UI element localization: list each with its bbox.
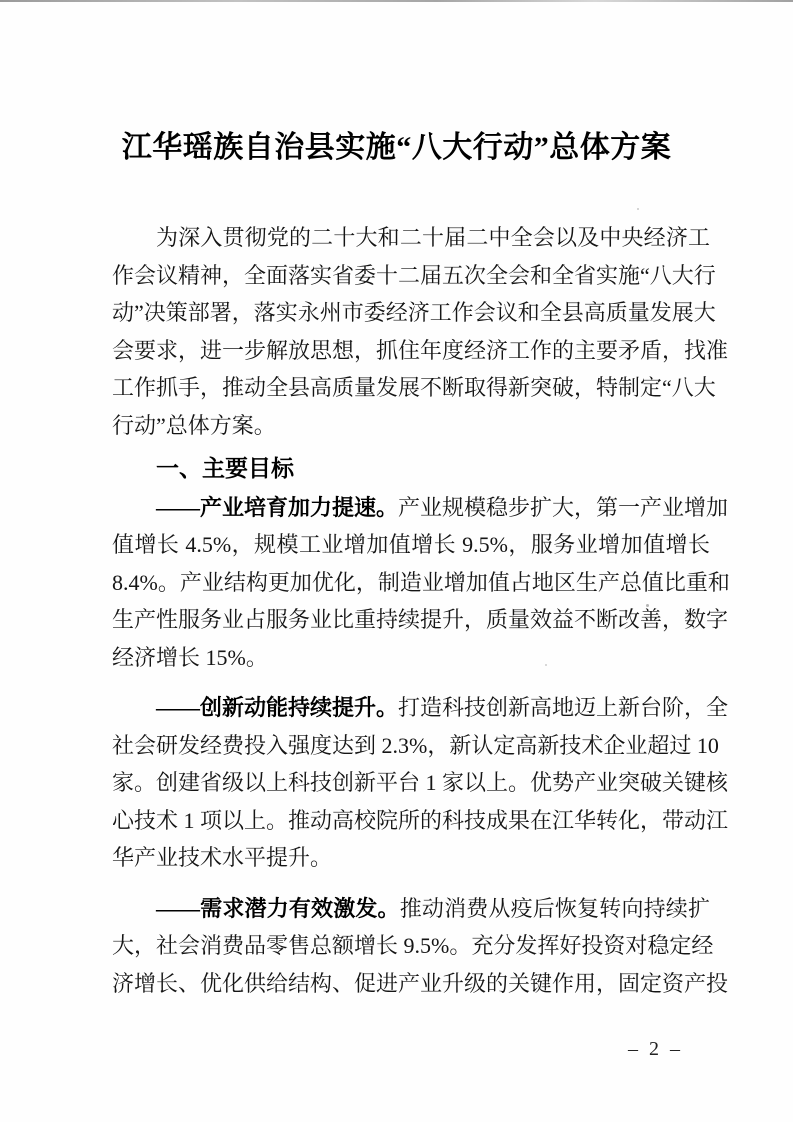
text-line: [112, 407, 710, 445]
line-text: 工作抓手，推动全县高质量发展不断取得新突破，特制定“八大: [112, 375, 716, 400]
line-text: 为深入贯彻党的二十大和二十届二中全会以及中央经济工: [156, 225, 710, 250]
line-text: 经济增长 15%。: [112, 644, 268, 670]
text-line: [112, 927, 714, 965]
text-line: [112, 257, 716, 295]
text-line: [112, 219, 710, 257]
text-line: [112, 802, 729, 840]
line-text: 值增长 4.5%，规模工业增加值增长 9.5%，服务业增加值增长: [112, 532, 710, 557]
scan-speck: [545, 664, 547, 666]
line-text: 社会研发经费投入强度达到 2.3%，新认定高新技术企业超过 10: [112, 732, 719, 758]
line-text: 推动消费从疫后恢复转向持续扩: [399, 895, 710, 921]
line-text: 华产业技术水平提升。: [112, 845, 333, 870]
text-line: [112, 764, 729, 802]
line-text: 一、主要目标: [156, 455, 294, 481]
paragraph-lead-bold: ——需求潜力有效激发。: [156, 895, 400, 921]
text-line: [112, 601, 729, 639]
line-text: 心技术 1 项以上。推动高校院所的科技成果在江华转化，带动江: [112, 807, 729, 833]
line-text: 行动”总体方案。: [112, 412, 276, 438]
text-line: [112, 639, 710, 677]
line-text: 家。创建省级以上科技创新平台 1 家以上。优势产业突破关键核: [112, 770, 729, 795]
page-number: – 2 –: [628, 1038, 683, 1060]
document-body: [112, 219, 730, 1002]
text-line: [112, 564, 730, 602]
line-text: 会要求，进一步解放思想，抓住年度经济工作的主要矛盾，找准: [112, 337, 729, 363]
line-text: 动”决策部署，落实永州市委经济工作会议和全县高质量发展大: [112, 300, 716, 325]
scan-artifact-line: [0, 0, 793, 2]
line-text: 济增长、优化供给结构、促进产业升级的关键作用，固定资产投: [112, 970, 729, 996]
section-heading: [112, 450, 710, 488]
line-text: 作会议精神，全面落实省委十二届五次全会和全省实施“八大行: [112, 262, 716, 288]
line-text: 产业规模稳步扩大，第一产业增加: [398, 494, 729, 520]
text-line: [112, 332, 729, 370]
document-title: 江华瑶族自治县实施“八大行动”总体方案: [121, 131, 672, 164]
scan-speck: [637, 208, 639, 210]
text-line: [112, 689, 729, 727]
line-text: 8.4%。产业结构更加优化，制造业增加值占地区生产总值比重和: [112, 569, 730, 595]
text-line: [112, 489, 729, 527]
line-text: 打造科技创新高地迈上新台阶，全: [398, 695, 729, 720]
text-line: [112, 294, 716, 332]
text-line: [112, 727, 719, 765]
text-line: [112, 839, 710, 877]
line-text: 大，社会消费品零售总额增长 9.5%。充分发挥好投资对稳定经: [112, 933, 714, 958]
text-line: [112, 890, 710, 928]
scan-speck: [646, 604, 649, 607]
paragraph-lead-bold: ——创新动能持续提升。: [156, 695, 399, 720]
text-line: [112, 526, 710, 564]
text-line: [112, 965, 729, 1003]
line-text: 生产性服务业占服务业比重持续提升，质量效益不断改善，数字: [112, 607, 729, 632]
paragraph-lead-bold: ——产业培育加力提速。: [156, 494, 399, 520]
text-line: [112, 369, 716, 407]
